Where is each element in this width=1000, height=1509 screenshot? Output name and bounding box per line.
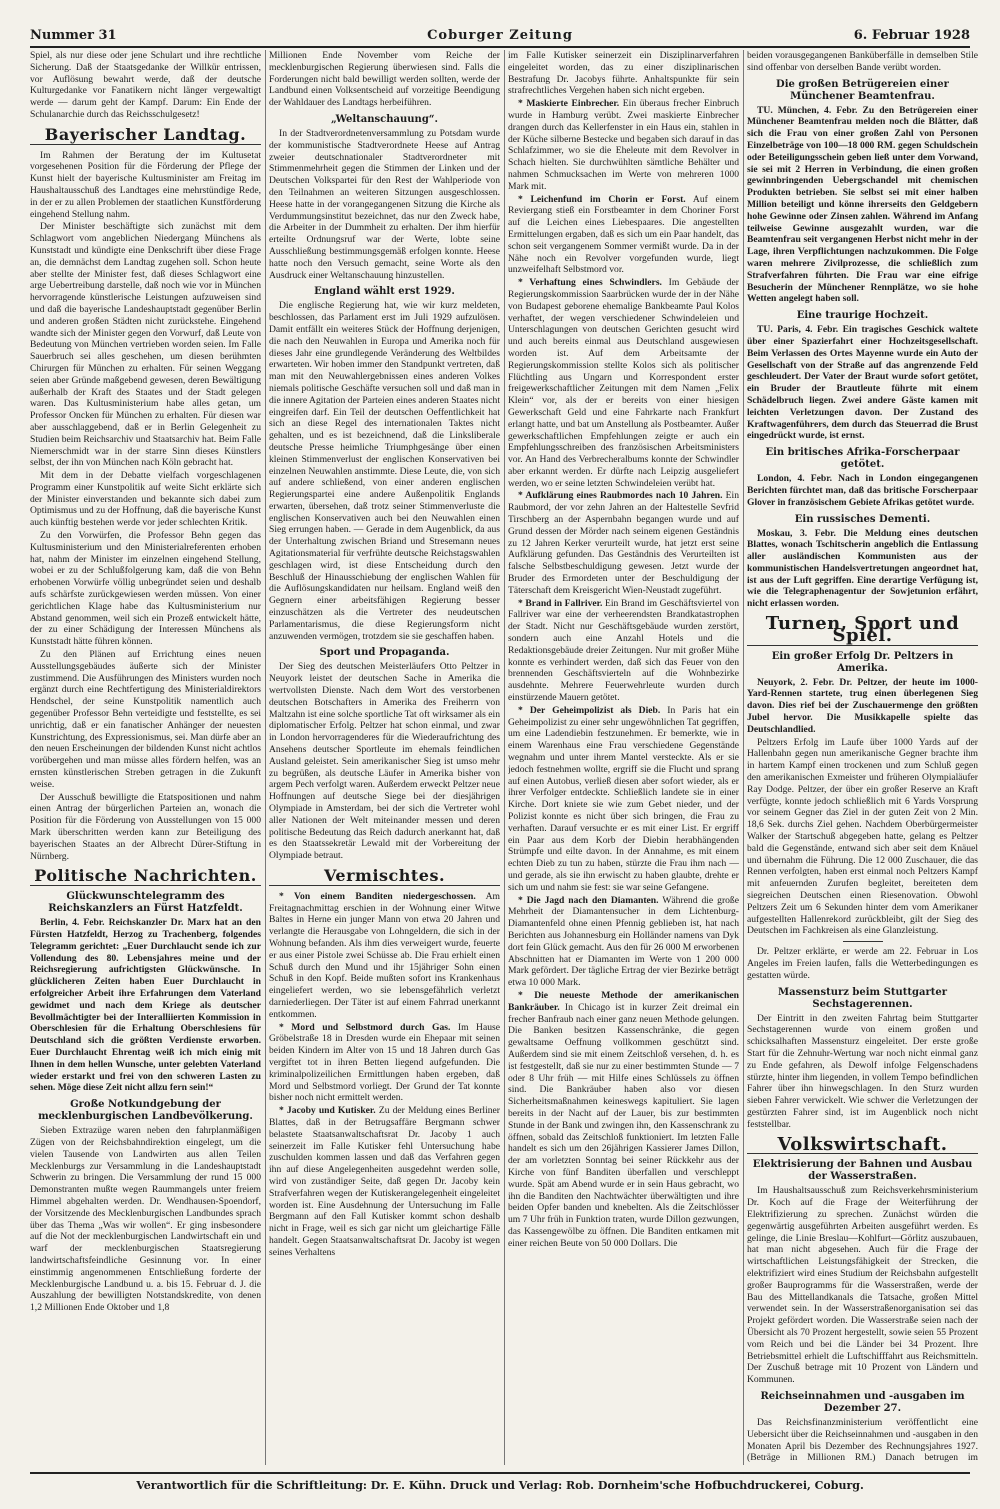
article-continuation: Spiel, als nur diese oder jene Schulart und ihre rechtliche Sicherung. Daß der Staatsgedanke der Willkür entrissen, vor Auflösung bewahrt werde, daß der deutsche Kulturgedanke vor Fanatikern nicht länger vergewaltigt werde — darum geht der Kampf. Darum: Ein Ende der Schulanarchie durch das Reichsschulgesetz!: [30, 50, 261, 120]
news-item: [269, 1105, 500, 1258]
section-heading-vermischtes: Vermischtes.: [269, 870, 500, 886]
masthead: Coburger Zeitung: [427, 28, 573, 43]
news-item: [508, 277, 739, 489]
article-headline: Eine traurige Hochzeit.: [796, 310, 929, 322]
news-item-headline: * Aufklärung eines Raubmordes nach 10 Jahren.: [518, 490, 723, 502]
news-item-headline: * Die neueste Methode der amerikanischen Bankräuber.: [508, 989, 739, 1013]
article-headline: Ein großer Erfolg Dr. Peltzers in Amerika.: [771, 650, 954, 674]
article-paragraph: Peltzers Erfolg im Laufe über 1000 Yards auf der Hallenbahn gegen nun amerikanische Gegner brachte ihm in hartem Kampf einen trockenen und zum Schluß gegen den amerikanischen Exmeister und früheren Olympialäufer Ray Dodge. Peltzer, der über ein großer Reserve an Kraft verfügte, konnte jedoch schließlich mit 6 Yards Vorsprung vor seinem Gegner das Ziel in der guten Zeit von 2 Min. 18,6 Sek. durchs Ziel gehen. Nachdem Oberbürgermeister Walker der Startschuß abgegeben hatte, gelang es Peltzer bald die Gegenstände, entwand sich aber seit dem Knäuel und übernahm die Führung. Die 12 000 Zuschauer, die das Rennen verfolgten, haben erst einmal noch Peltzers Kampf mit anfeuernden Zurufen begleitet, bereiteten dem siegreichen Deutschen einen Riesenovation. Obwohl Peltzers Zeit um 6 Sekunden hinter dem vom Amerikaner aufgestellten Hallenrekord zurückbleibt, gilt der Sieg des Deutschen im Fachkreisen als eine Glanzleistung.: [747, 736, 978, 937]
article-headline: „Weltanschauung“.: [330, 113, 439, 125]
news-item-body: Im Gebäude der Regierungskommission Saarbrücken wurde der in der Nähe von Budapest geborene ehemalige Bankbeamte Paul Kolos verhaftet, der wegen verschiedener Schwindeleien und Unterschlagungen von deutschen Gerichten gesucht wird und auch bereits einmal aus Deutschland ausgewiesen worden ist. Auf dem Arbeitsamte der Regierungskommission stellte Kolos sich als politischer Flüchtling aus Ungarn und Korrespondent erster freigewerkschaftlicher Zeitungen mit dem Namen „Felix Klein“ vor, als der er bereits von einer hiesigen Gewerkschaft Geld und eine Fahrkarte nach Frankfurt erlangt hatte, und bat um Anstellung als Postbeamter. Außer gewerkschaftlichen Empfehlungen zeigte er auch ein Empfehlungsschreiben des französischen Arbeitsministers vor. An Hand des Verbrecheralbums konnte der Schwindler aber erkannt werden. Er dürfte nach Leipzig ausgeliefert werden, wo er seine letzten Schwindeleien verübt hat.: [508, 277, 739, 489]
news-item: [508, 990, 739, 1250]
article-paragraph: Der Ausschuß bewilligte die Etatspositionen und nahm einen Antrag der bürgerlichen Parteien an, wonach die Position für die Förderung von Ausstellungen von 15 000 Mark überschritten werden kann zur Beteiligung des bayerischen Staates an der Albrecht Dürer-Stiftung in Nürnberg.: [30, 791, 261, 862]
news-item: [508, 895, 739, 989]
divider: [843, 941, 883, 942]
article-paragraph: Der Minister beschäftigte sich zunächst mit dem Schlagwort vom angeblichen Niedergang Münchens als Kunststadt und kündigte eine Denkschrift über diese Frage an, die demnächst dem Landtag zugehen soll. Schon heute aber stellte der Minister fest, daß dieses Schlagwort eine arge Uebertreibung darstelle, daß noch wie vor in München hervorragende künstlerische Leistungen aufzuweisen sind und daß die bayerische Landeshauptstadt gegenüber Berlin und anderen großen Städten nicht zurückstehe. Eingehend wandte sich der Minister gegen den Vorwurf, daß Leute von Bedeutung von München vertrieben worden seien. Im Falle Sauerbruch sei alles geschehen, um diesen berühmten Chirurgen für München zu erhalten. Für seinen Weggang seien aber Gründe maßgebend gewesen, deren Bewältigung außerhalb der Kraft des Staates und der Stadt gelegen waren. Das Kultusministerium habe alles getan, um Professor Oncken für München zu erhalten. Für diesen war aber ausschlaggebend, daß er in Berlin Gelegenheit zu Studien beim Reichsarchiv und Staatsarchiv hat. Beim Falle Niemerschmidt war in der starre Sinn dieses Künstlers selbst, der ihn von München nach Köln gebracht hat.: [30, 221, 261, 469]
article-continuation: im Falle Kutisker seinerzeit ein Disziplinarverfahren eingeleitet worden, das zu einer disziplinarischen Bestrafung Dr. Jacobys führte. Anhaltspunkte für sein strafrechtliches Vergehen haben sich nicht ergeben.: [508, 50, 739, 97]
article-paragraph: Das Reichsfinanzministerium veröffentlicht eine Uebersicht über die Reichseinnahmen und -ausgaben in den Monaten April bis Dezember des Rechnungsjahres 1927. (Beträge in Millionen RM.) Danach betrugen im: [747, 1416, 978, 1464]
article-paragraph: London, 4. Febr. Nach in London eingegangenen Berichten fürchtet man, daß das britische Forscherpaar Glover in französischem Gebiete Afrikas getötet wurde.: [747, 473, 978, 508]
news-item-body: Ein Raubmord, der vor zehn Jahren an der Haltestelle Sevfrid Tirschberg an der Aspernbahn begangen wurde und auf Grund dessen der Mörder nach seinem eigenen Geständnis zu 12 Jahren Kerker verurteilt wurde, hat jetzt erst seine Aufklärung gefunden. Das Geständnis des Verurteilten ist falsche Selbstbeschuldigung gewesen. Jetzt wurde der Bruder des Ermordeten unter der Beschuldigung der Täterschaft dem Kreisgericht Wien-Neustadt zugeführt.: [508, 490, 739, 596]
article-headline: Elektrisierung der Bahnen und Ausbau der Wasserstraßen.: [752, 1159, 973, 1183]
article-paragraph: TU. Paris, 4. Febr. Ein tragisches Geschick waltete über einer Spazierfahrt einer Hochzeitsgesellschaft. Beim Verlassen des Ortes Mayenne wurde ein Auto der Gesellschaft von der Straße auf das angrenzende Feld geschleudert. Der Vater der Braut wurde sofort getötet, ein Bruder der Brautleute führte mit einem Schädelbruch liegen. Zwei andere Gäste kamen mit leichten Verletzungen davon. Der Zustand des Kraftwagenführers, dem durch das Steuerrad die Brust eingedrückt wurde, ist ernst.: [747, 324, 978, 442]
article-headline: Große Notkundgebung der mecklenburgischen Landbevölkerung.: [38, 1099, 253, 1123]
article-headline: Massensturz beim Stuttgarter Sechstagerennen.: [778, 986, 947, 1010]
article-paragraph: Die englische Regierung hat, wie wir kurz meldeten, beschlossen, das Parlament erst im Juli 1929 aufzulösen. Damit entfällt ein weiteres Stück der Hoffnung derjenigen, die nach den Neuwahlen in Europa und Amerika noch für dieses Jahr eine grundlegende Veränderung des Weltbildes erwarteten. Wir hoben immer den Standpunkt vertreten, daß man mit den Neuwahlergebnissen eines anderen Volkes niemals politische Geschäfte versuchen soll und daß man in die innere Agitation der Parteien eines anderen Staates nicht eingreifen darf. Ein Teil der deutschen Oeffentlichkeit hat sich an diese Regel des internationalen Taktes nicht gehalten, und es ist bezeichnend, daß die Linksliberale deutsche Presse heimliche Triumphgesänge über einen kleinen Stimmenverlust der englischen Konservativen bei einzelnen Neuwahlen anstimmte. Diese Leute, die, von sich auf andere schließend, von einer anderen englischen Regierungspartei eine andere Außenpolitik Englands erwarten, übersehen, daß trotz seiner Stimmenverluste die englischen Konservativen auch bei den Neuwahlen einen Sieg errungen haben. — Gerade in dem Augenblick, da aus der Unterhaltung zwischen Briand und Stresemann neues Agitationsmaterial für verfrühte deutsche Reichstagswahlen geschlagen wird, ist diese Entscheidung durch den Beschluß der Hinausschiebung der englischen Wahlen für die Auflösungskandidaten nur heilsam. England weiß den Gegnern einer arbeitsfähigen Regierung besser einzuschätzen als die Vertreter des neudeutschen Parlamentarismus, die diese Regierungsform nicht anzuwenden vermögen, trotzdem sie sie geschaffen haben.: [269, 300, 500, 642]
issue-date: 6. Februar 1928: [853, 28, 970, 43]
column-rule: [504, 50, 505, 1465]
article-headline: Glückwunschtelegramm des Reichskanzlers an Fürst Hatzfeldt.: [48, 891, 243, 915]
news-item-body: In Paris hat ein Geheimpolizist zu einer sehr ungewöhnlichen Tat gegriffen, um eine Ladendiebin festzunehmen. Er bemerkte, wie in einem Warenhaus eine Frau verschiedene Gegenstände wegnahm und unter ihrem Mantel versteckte. Als er sie jedoch festnehmen wollte, ergriff sie die Flucht und sprang auf einen Autobus, verließ diesen aber sofort wieder, als er ihrer Verfolger entdeckte. Schließlich landete sie in einer Kirche. Dort kniete sie wie zum Gebet nieder, und der Polizist konnte es nicht über sich bringen, die Frau zu verhaften. Darauf versuchte er es mit einer List. Er ergriff ein Paar aus dem Korb der Diebin herabhängenden Strümpfe und eilte davon. In der Annahme, es mit einem echten Dieb zu tun zu haben, stürzte die Frau ihm nach — und gerade, als sie ihn erwischt zu haben glaubte, drehte er sich um und nahm sie fest: sie war seine Gefangene.: [508, 704, 739, 893]
column-2: [269, 50, 500, 1465]
article-paragraph: Zu den Vorwürfen, die Professor Behn gegen das Kultusministerium und den Ministerialreferenten erhoben hat, nahm der Minister im einzelnen eingehend Stellung, wobei er zu der Schlußfolgerung kam, daß die von Behn erhobenen Vorwürfe völlig unbegründet seien und deshalb aufs schärfste zurückgewiesen werden müssen. Von einer gerichtlichen Klage habe das Kultusministerium nur Abstand genommen, weil sich ein Prozeß entwickelt hätte, der zu einer Schädigung der Interessen Münchens als Kunststadt hätte führen können.: [30, 530, 261, 648]
article-paragraph: Neuyork, 2. Febr. Dr. Peltzer, der heute im 1000-Yard-Rennen startete, trug einen überlegenen Sieg davon. Dies rief bei der Zuschauermenge den größten Jubel hervor. Die Musikkapelle spielte das Deutschlandlied.: [747, 676, 978, 735]
article-paragraph: In der Stadtverordnetenversammlung zu Potsdam wurde der kommunistische Stadtverordnete Heese auf Antrag zweier deutschnationaler Stadtverordneter mit Stimmenmehrheit gegen die Stimmen der Linken und der Deutschen Volkspartei für den Rest der Wahlperiode von den Teilnahmen an weiteren Sitzungen ausgeschlossen. Heese hatte in der vorangegangenen Sitzung die Kirche als Verdummungsinstitut bezeichnet, das nur den Zweck habe, die Arbeiter in der Dummheit zu erhalten. Der ihm hierfür erteilte Ordnungsruf war der Werte, lobte seine Ausschließung bestimmungsgemäß erfolgen konnte. Heese hatte noch den Versuch gemacht, seine Worte als den Ausdruck einer Weltanschauung hinzustellen.: [269, 127, 500, 281]
article-paragraph: TU. München, 4. Febr. Zu den Betrügereien einer Münchener Beamtenfrau melden noch die Blätter, daß sich die Frau von einer großen Zahl von Personen Einzelbeträge von 100—18 000 RM. gegen Schuldschein oder Beteiligungsschein geben ließ unter dem Vorwand, sie sei mit 2 Herren in Verbindung, die einen großen gewinnbringenden Uebergschandel mit chemischen Produkten betrieben. Sie selbst sei mit einer halben Million beteiligt und könne ihrerseits den Geldgebern hohe Gewinne oder Zinsen zahlen. Während im Anfang teilweise Gewinne ausgezahlt wurden, war die Beamtenfrau seit vergangenen Herbst nicht mehr in der Lage, ihren Verpflichtungen nachzukommen. Die Folge waren mehrere Zivilprozesse, die schließlich zum Strafverfahren führten. Die Frau war eine eifrige Besucherin der Münchener Rennplätze, wo sie hohe Wetten angelegt haben soll.: [747, 104, 978, 305]
column-rule: [743, 50, 744, 1465]
columns: [30, 50, 980, 1465]
column-1: [30, 50, 261, 1465]
news-item-headline: * Von einem Banditen niedergeschossen.: [279, 890, 476, 902]
news-item-body: Am Freitagnachmittag erschien in der Wohnung einer Witwe Baltes in Herne ein junger Mann von etwa 20 Jahren und verlangte die Herausgabe von Lohngeldern, die sich in der Wohnung befanden. Als ihm dies verweigert wurde, feuerte er aus einer Pistole zwei Schüsse ab. Die Frau erhielt einen Schuß durch den Mund und ihr 15jähriger Sohn einen Schuß in den Kopf. Beide mußten sofort ins Krankenhaus eingeliefert werden, wo sie lebensgefährlich verletzt darniederliegen. Der Täter ist auf einem Fahrrad unerkannt entkommen.: [269, 890, 500, 1020]
news-item-headline: * Brand in Fallriver.: [518, 597, 603, 609]
section-heading-volkswirtschaft: Volkswirtschaft.: [747, 1139, 978, 1155]
article-headline: Ein russisches Dementi.: [794, 513, 931, 525]
column-4: [747, 50, 978, 1465]
news-item-headline: * Maskierte Einbrecher.: [518, 98, 620, 110]
section-heading-bayern: Bayerischer Landtag.: [30, 129, 261, 145]
page-header: [30, 24, 970, 48]
article-continuation: Millionen Ende November vom Reiche der mecklenburgischen Regierung überwiesen sind. Falls die Forderungen nicht bald bewilligt werden sollten, werde der Landbund einen Volksentscheid auf vorzeitige Beendigung der Wahldauer des Landtags herbeiführen.: [269, 50, 500, 109]
news-item-headline: * Leichenfund im Chorin er Forst.: [518, 193, 686, 205]
news-item: [508, 598, 739, 704]
news-item-body: Während die große Mehrheit der Diamantensucher in dem Lichtenburg-Diamantenfeld ohne einen Pfennig geblieben ist, hat nach Berichten aus Johannesburg ein Holländer namens van Dyk dort fein Glück gemacht. Aus den für 26 000 M erworbenen Abschnitten hat er Diamanten im Werte von 1 200 000 Mark gefördert. Der tägliche Ertrag der vier Bezirke beträgt etwa 10 000 Mark.: [508, 894, 739, 989]
section-heading-turnen: Turnen, Sport und Spiel.: [747, 618, 978, 646]
imprint-footer: Verantwortlich für die Schriftleitung: Dr. E. Kühn. Druck und Verlag: Rob. Dornheim'sche Hofbuchdruckerei, Coburg.: [30, 1472, 970, 1492]
article-paragraph: Berlin, 4. Febr. Reichskanzler Dr. Marx hat an den Fürsten Hatzfeldt, Herzog zu Trachenberg, folgendes Telegramm gerichtet: „Euer Durchlaucht sende ich zur Vollendung des 80. Lebensjahres meine und der Reichsregierung aufrichtigsten Glückwünsche. In glücklicheren Zeiten haben Euer Durchlaucht in erfolgreicher Arbeit ihre Erfahrungen dem Vaterland gewidmet und nach dem Kriege als deutscher Bevollmächtigter bei der Interalliierten Kommission in Oberschlesien für die Erhaltung Oberschlesiens für Deutschland sich die größten Verdienste erworben. Euer Durchlaucht Ehrentag weiß ich mich einig mit Ihnen in dem hellen Wunsche, unter gelebten Vaterland wieder erstarkt und frei von den schweren Lasten zu sehen. Möge diese Zeit nicht allzu fern sein!“: [30, 917, 261, 1094]
news-item: [269, 1022, 500, 1105]
article-paragraph: Sieben Extrazüge waren neben den fahrplanmäßigen Zügen von der Reichsbahndirektion eingelegt, um die vielen Tausende von Landwirten aus allen Teilen Mecklenburgs zur Versammlung in die Landeshauptstadt Schwerin zu bringen. Die Versammlung der rund 15 000 Demonstranten mußte wegen Raummangels unter freiem Himmel abgehalten werden. Dr. Wendhausen-Spoendorf, der Vorsitzende des Mecklenburgischen Landbundes sprach über das Thema „Was wir wollen“. Er ging insbesondere auf die Not der mecklenburgischen Landwirtschaft ein und warf der mecklenburgischen Staatsregierung landwirtschaftsfeindliche Gesinnung vor. In einer einstimmig angenommenen Entschließung forderte der Mecklenburgische Landbund u. a. bis 15. Februar d. J. die Auszahlung der bewilligten Notstandskredite, von denen 1,2 Millionen Ende Oktober und 1,8: [30, 1125, 261, 1314]
news-item-headline: * Verhaftung eines Schwindlers.: [518, 277, 662, 289]
article-headline: Ein britisches Afrika-Forscherpaar getötet.: [765, 447, 960, 471]
article-paragraph: Der Sieg des deutschen Meisterläufers Otto Peltzer in Neuyork leistet der deutschen Sache in Amerika die wertvollsten Dienste. Nach dem Wort des verstorbenen deutschen Botschafters in Amerika des Freiherrn von Maltzahn ist eine solche sportliche Tat oft wirksamer als ein diplomatischer Erfolg. Peltzer hat schon einmal, und zwar in London hervorragenderes für die Wiederaufrichtung des Ansehens deutscher Sportleute im ehemals feindlichen Ausland geleistet. Sein amerikanischer Sieg ist umso mehr zu begrüßen, als deutsche Läufer in Amerika bisher von argem Pech verfolgt waren. Außerdem erweckt Peltzer neue Hoffnungen auf deutsche Siege bei der diesjährigen Olympiade in Amsterdam, bei der sich die Vertreter wohl aller Nationen der Welt miteinander messen und deren politische Bedeutung das Reich dadurch anerkannt hat, daß es den Staatssekretär Lewald mit der Vorbereitung der Olympiade betraut.: [269, 661, 500, 862]
news-item-body: Im Hause Gröbelstraße 18 in Dresden wurde ein Ehepaar mit seinen beiden Kindern im Alter von 15 und 18 Jahren durch Gas vergiftet tot in ihren Betten liegend aufgefunden. Die kriminalpolizeilichen Ermittlungen haben ergeben, daß Mord und Selbstmord vorliegt. Der Grund der Tat konnte bisher noch nicht ermittelt werden.: [269, 1021, 500, 1104]
article-paragraph: Zu den Plänen auf Errichtung eines neuen Ausstellungsgebäudes äußerte sich der Minister zustimmend. Die Ausführungen des Ministers wurden noch ergänzt durch eine Rechtfertigung des Ministerialdirektors Hendschel, der seine Kunstpolitik namentlich auch gegenüber Professor Behn verteidigte und feststellte, es sei unrichtig, daß er ein fanatischer Anhänger der neuesten Kunstrichtung, des Expressionismus, sei. Man dürfe aber an den neuen Erscheinungen der bildenden Kunst nicht achtlos vorübergehen und man müsse alles fördern helfen, was an ernsten künstlerischen Streben getragen in die Zukunft weise.: [30, 649, 261, 790]
article-paragraph: Im Rahmen der Beratung der im Kultusetat vorgesehenen Position für die Förderung der Pflege der Kunst hielt der bayerische Kultusminister am Freitag im Haushaltausschuß des Landtages eine mehrstündige Rede, in der er zu allen Problemen der staatlichen Kunstförderung eingehend Stellung nahm.: [30, 149, 261, 220]
news-item-body: Auf einem Reviergang stieß ein Forstbeamter in dem Choriner Forst auf die Leichen eines Liebespaares. Die angestellten Ermittelungen ergaben, daß es sich um ein Paar handelt, das schon seit vergangenem Sommer vermißt wurde. Da in der Nähe noch ein Revolver vorgefunden wurde, liegt unzweifelhaft Selbstmord vor.: [508, 193, 739, 276]
section-heading-politik: Politische Nachrichten.: [30, 870, 261, 886]
article-headline: Reichseinnahmen und -ausgaben im Dezember 27.: [760, 1390, 965, 1414]
news-item-body: Zu der Meldung eines Berliner Blattes, daß in der Betrugsaffäre Bergmann schwer belastete Staatsanwaltschaftsrat Dr. Jacoby 1 auch seinerzeit im Falle Kutisker fehl Untersuchung habe zuschulden kommen lassen und daß das Verfahren gegen ihn auf diese Angelegenheiten ausgedehnt werden solle, wird von zuständiger Seite, daß gegen Dr. Jacoby kein Strafverfahren wegen der Kutiskerangelegenheit eingeleitet worden ist. Eine Ausdehnung der Untersuchung im Falle Bergmann auf den Fall Kutisker kommt schon deshalb nicht in Frage, weil es sich gar nicht um gleichartige Fälle handelt. Gegen Staatsanwaltschaftsrat Dr. Jacoby ist wegen seines Verhaltens: [269, 1105, 500, 1258]
article-paragraph: Im Haushaltsausschuß zum Reichsverkehrsministerium Dr. Koch auf die Frage der Weiterführung der Elektrifizierung zu sprechen. Zunächst würden die gegenwärtig ausgeführten Arbeiten ausgeführt werden. Es gelinge, die Linie Breslau—Kohlfurt—Görlitz auszubauen, hat man nicht abgesehen. Auch für die Frage der wirtschaftlichen Leistungsfähigkeit der Strecken, die elektrifiziert wird eines Studium der Reichsbahn aufgestellt großer Bauprogramms für die Wasserstraßen, werde der Bau des Mittellandkanals die Tatsache, großen Mittel verwendet sein. In der Wasserstraßenorganisation sei das Projekt gefördert worden. Die Wasserstraße seien nach der Übersicht als 70 Prozent hergestellt, sowie seien 55 Prozent vom Reich und bei die Länder bei 34 Prozent. Ihre Betriebsmittel erhielt die Luftschifffahrt aus Reichsmitteln. Der Zuschuß betrage mit 10 Prozent von Ländern und Kommunen.: [747, 1185, 978, 1386]
article-headline: Die großen Betrügereien einer Münchener Beamtenfrau.: [776, 78, 949, 102]
news-item-headline: * Mord und Selbstmord durch Gas.: [279, 1021, 451, 1033]
news-item-body: Ein Brand im Geschäftsviertel von Fallriver war eine der verheerendsten Brandkatastrophen der Stadt. Nicht nur Geschäftsgebäude wurden zerstört, sondern auch eine Anzahl Hotels und die Redaktionsgebäude dreier Zeitungen. Nur mit großer Mühe konnte es verhindert werden, daß sich das Feuer von den brennenden Geschäftsvierteln auf die Wohnbezirke ausdehnte. Mehrere Feuerwehrleute wurden durch einstürzende Mauern getötet.: [508, 597, 739, 704]
article-continuation: beiden vorausgegangenen Banküberfälle in demselben Stile sind offenbar von derselben Bande verübt worden.: [747, 50, 978, 73]
news-item: [508, 490, 739, 596]
article-paragraph: Der Eintritt in den zweiten Fahrtag beim Stuttgarter Sechstagerennen wurde von einem großen und schicksalhaften Massensturz eingeleitet. Der erste große Start für die Zehnuhr-Wertung war noch nicht einmal ganz zu Ende gefahren, als Dewolf infolge Felgenschadens stürzte, hinter ihm liegenden, in vollem Tempo befindlichen Fahrer über ihn hinwegschlagen. In den Sturz wurden sieben Fahrer verwickelt. Wie schwer die Verletzungen der gestürzten Fahrer sind, ist im Augenblick noch nicht feststellbar.: [747, 1012, 978, 1130]
column-3: [508, 50, 739, 1465]
news-item: [508, 98, 739, 192]
issue-number: Nummer 31: [30, 28, 117, 43]
news-item-headline: * Die Jagd nach den Diamanten.: [518, 894, 659, 906]
news-item: [508, 705, 739, 894]
article-headline: Sport und Propaganda.: [319, 647, 450, 659]
news-item-headline: * Der Geheimpolizist als Dieb.: [518, 704, 661, 716]
news-item-headline: * Jacoby und Kutisker.: [279, 1105, 376, 1117]
column-rule: [265, 50, 266, 1465]
article-headline: England wählt erst 1929.: [314, 286, 455, 298]
news-item-body: In Chicago ist in kurzer Zeit dreimal ein frecher Banfraub nach einer ganz neuen Methode gelungen. Die Banken besitzen Kassenschränke, die gegen gewaltsame Oeffnung vollkommen geschützt sind. Außerdem sind sie mit einem Zeitschloß versehen, d. h. es ist festgestellt, daß sie nur zu einer bestimmten Stunde — 7 oder 8 Uhr früh — mit Hilfe eines Schlüssels zu öffnen sind. Die Bankräuber haben also vor diesen Sicherheitsmaßnahmen keineswegs kapituliert. Sie lagen bereits in der Nacht auf der Lauer, bis zur bestimmten Stunde in der Bank und zwingen ihn, den Kassenschrank zu öffnen, sobald das Zeitschloß funktioniert. Im letzten Falle handelt es sich um den 26jährigen Kassierer James Dillon, der am vorletzten Sonntag bei seiner Rückkehr aus der Kirche von fünf Banditen überfallen und verschleppt wurde. Spät am Abend wurde er in sein Haus gebracht, wo ihn die Banditen den Nachtwächter überwältigten und ihre beiden Opfer banden und knebelten. Als die Zeitschlösser um 7 Uhr früh in Funktion traten, wurde Dillon gezwungen, das Kassengewölbe zu öffnen. Die Banditen entkamen mit einer reichen Beute von 50 000 Dollars. Die: [508, 1001, 739, 1249]
article-paragraph: Moskau, 3. Febr. Die Meldung eines deutschen Blattes, wonach Tschitscherin angeblich die Entlassung aller ausländischen Kommunisten aus der kommunistischen Handelsvertretungen angeordnet hat, ist aus der Luft gegriffen. Eine derartige Verfügung ist, wie die Telegraphenagentur der Sowjetunion erfährt, nicht erlassen worden.: [747, 527, 978, 610]
news-item-body: Ein überaus frecher Einbruch wurde in Hamburg verübt. Zwei maskierte Einbrecher drangen durch das Kellerfenster in ein Haus ein, stahlen in der Küche silberne Bestecke und begaben sich darauf in das Schlafzimmer, wo sie die Eheleute mit dem Revolver in Schach hielten. Sie durchwühlten sämtliche Behälter und nahmen Schmucksachen im Werte von mehreren 1000 Mark mit.: [508, 98, 739, 192]
article-paragraph: Mit dem in der Debatte vielfach vorgeschlagenen Programm einer Kunstpolitik auf weite Sicht erklärte sich der Minister einverstanden und bekannte sich dabei zum Optimismus und zu der Hoffnung, daß die bayerische Kunst auch künftig bestehen werde vor jeder schlechten Kritik.: [30, 470, 261, 529]
news-item: [508, 194, 739, 277]
article-paragraph: Dr. Peltzer erklärte, er werde am 22. Februar in Los Angeles im Freien laufen, falls die Wetterbedingungen es gestatten würde.: [747, 946, 978, 981]
news-item: [269, 891, 500, 1021]
